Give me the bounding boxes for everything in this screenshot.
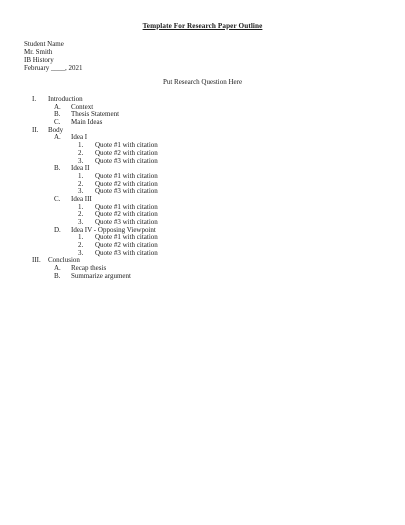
outline-item-text: Context <box>71 102 94 111</box>
outline-item <box>0 203 405 211</box>
outline-item-number: 3. <box>78 187 84 196</box>
outline-item-number: B. <box>54 164 61 173</box>
outline-item-number: 2. <box>78 241 84 250</box>
outline-item-number: C. <box>54 118 61 127</box>
research-question: Put Research Question Here <box>162 78 243 86</box>
outline-item <box>0 218 405 226</box>
outline-item-number: B. <box>54 271 61 280</box>
outline-item <box>0 187 405 195</box>
outline-item-text: Thesis Statement <box>71 110 120 119</box>
outline-item-text: Summarize argument <box>71 271 131 280</box>
outline-item-text: Quote #3 with citation <box>95 218 158 226</box>
outline-item-number: I. <box>32 95 37 103</box>
outline-item-text: Quote #2 with citation <box>95 210 158 219</box>
course-name-line: IB History <box>24 56 54 64</box>
outline-item <box>0 164 405 172</box>
outline-item-text: Idea I <box>71 133 88 142</box>
outline-list <box>0 95 405 280</box>
outline-item-number: B. <box>54 110 61 119</box>
outline-item-text: Introduction <box>48 95 83 103</box>
outline-item <box>0 195 405 203</box>
outline-item-text: Idea II <box>71 164 90 173</box>
outline-item <box>0 110 405 118</box>
outline-item-number: 1. <box>78 141 84 150</box>
outline-item-text: Quote #1 with citation <box>95 233 158 242</box>
outline-item-text: Quote #3 with citation <box>95 248 158 257</box>
outline-item-number: 3. <box>78 218 84 226</box>
outline-item-number: A. <box>54 102 61 111</box>
outline-item <box>0 149 405 157</box>
outline-item-text: Idea III <box>71 194 92 203</box>
outline-item-number: II. <box>32 125 39 134</box>
outline-item-number: 2. <box>78 179 84 188</box>
outline-item-number: 3. <box>78 156 84 165</box>
outline-item-number: 2. <box>78 210 84 219</box>
outline-item <box>0 249 405 257</box>
outline-item <box>0 226 405 234</box>
document-title: Template For Research Paper Outline <box>142 22 263 30</box>
outline-item-number: 3. <box>78 248 84 257</box>
outline-item-number: III. <box>32 256 41 265</box>
student-header-block <box>24 40 83 72</box>
outline-item-number: D. <box>54 225 61 234</box>
date-line: February ____, 2021 <box>24 64 83 72</box>
outline-item <box>0 95 405 103</box>
outline-item <box>0 256 405 264</box>
outline-item-text: Quote #1 with citation <box>95 171 158 180</box>
outline-item-text: Recap thesis <box>71 264 107 273</box>
outline-item-number: 2. <box>78 148 84 157</box>
outline-item-text: Quote #3 with citation <box>95 187 158 196</box>
outline-item <box>0 264 405 272</box>
outline-item <box>0 103 405 111</box>
teacher-name-line: Mr. Smith <box>24 48 53 56</box>
outline-item-text: Quote #1 with citation <box>95 202 158 211</box>
outline-item-number: 1. <box>78 233 84 242</box>
outline-item-number: C. <box>54 194 61 203</box>
outline-item-text: Quote #2 with citation <box>95 148 158 157</box>
outline-item <box>0 133 405 141</box>
outline-item <box>0 241 405 249</box>
outline-item-text: Idea IV - Opposing Viewpoint <box>71 225 156 234</box>
outline-item <box>0 210 405 218</box>
outline-item-text: Quote #2 with citation <box>95 179 158 188</box>
outline-item-text: Main Ideas <box>71 118 103 127</box>
outline-item-number: 1. <box>78 202 84 211</box>
outline-item-text: Conclusion <box>48 256 80 265</box>
student-name-line: Student Name <box>24 40 64 48</box>
outline-item <box>0 157 405 165</box>
outline-item <box>0 272 405 280</box>
outline-item <box>0 172 405 180</box>
outline-item-number: 1. <box>78 171 84 180</box>
outline-item-number: A. <box>54 264 61 273</box>
outline-item <box>0 141 405 149</box>
outline-item-text: Quote #2 with citation <box>95 241 158 250</box>
outline-item-number: A. <box>54 133 61 142</box>
outline-item <box>0 126 405 134</box>
outline-item-text: Body <box>48 125 64 134</box>
outline-item <box>0 118 405 126</box>
outline-item-text: Quote #3 with citation <box>95 156 158 165</box>
outline-item-text: Quote #1 with citation <box>95 141 158 150</box>
outline-item <box>0 180 405 188</box>
outline-item <box>0 233 405 241</box>
